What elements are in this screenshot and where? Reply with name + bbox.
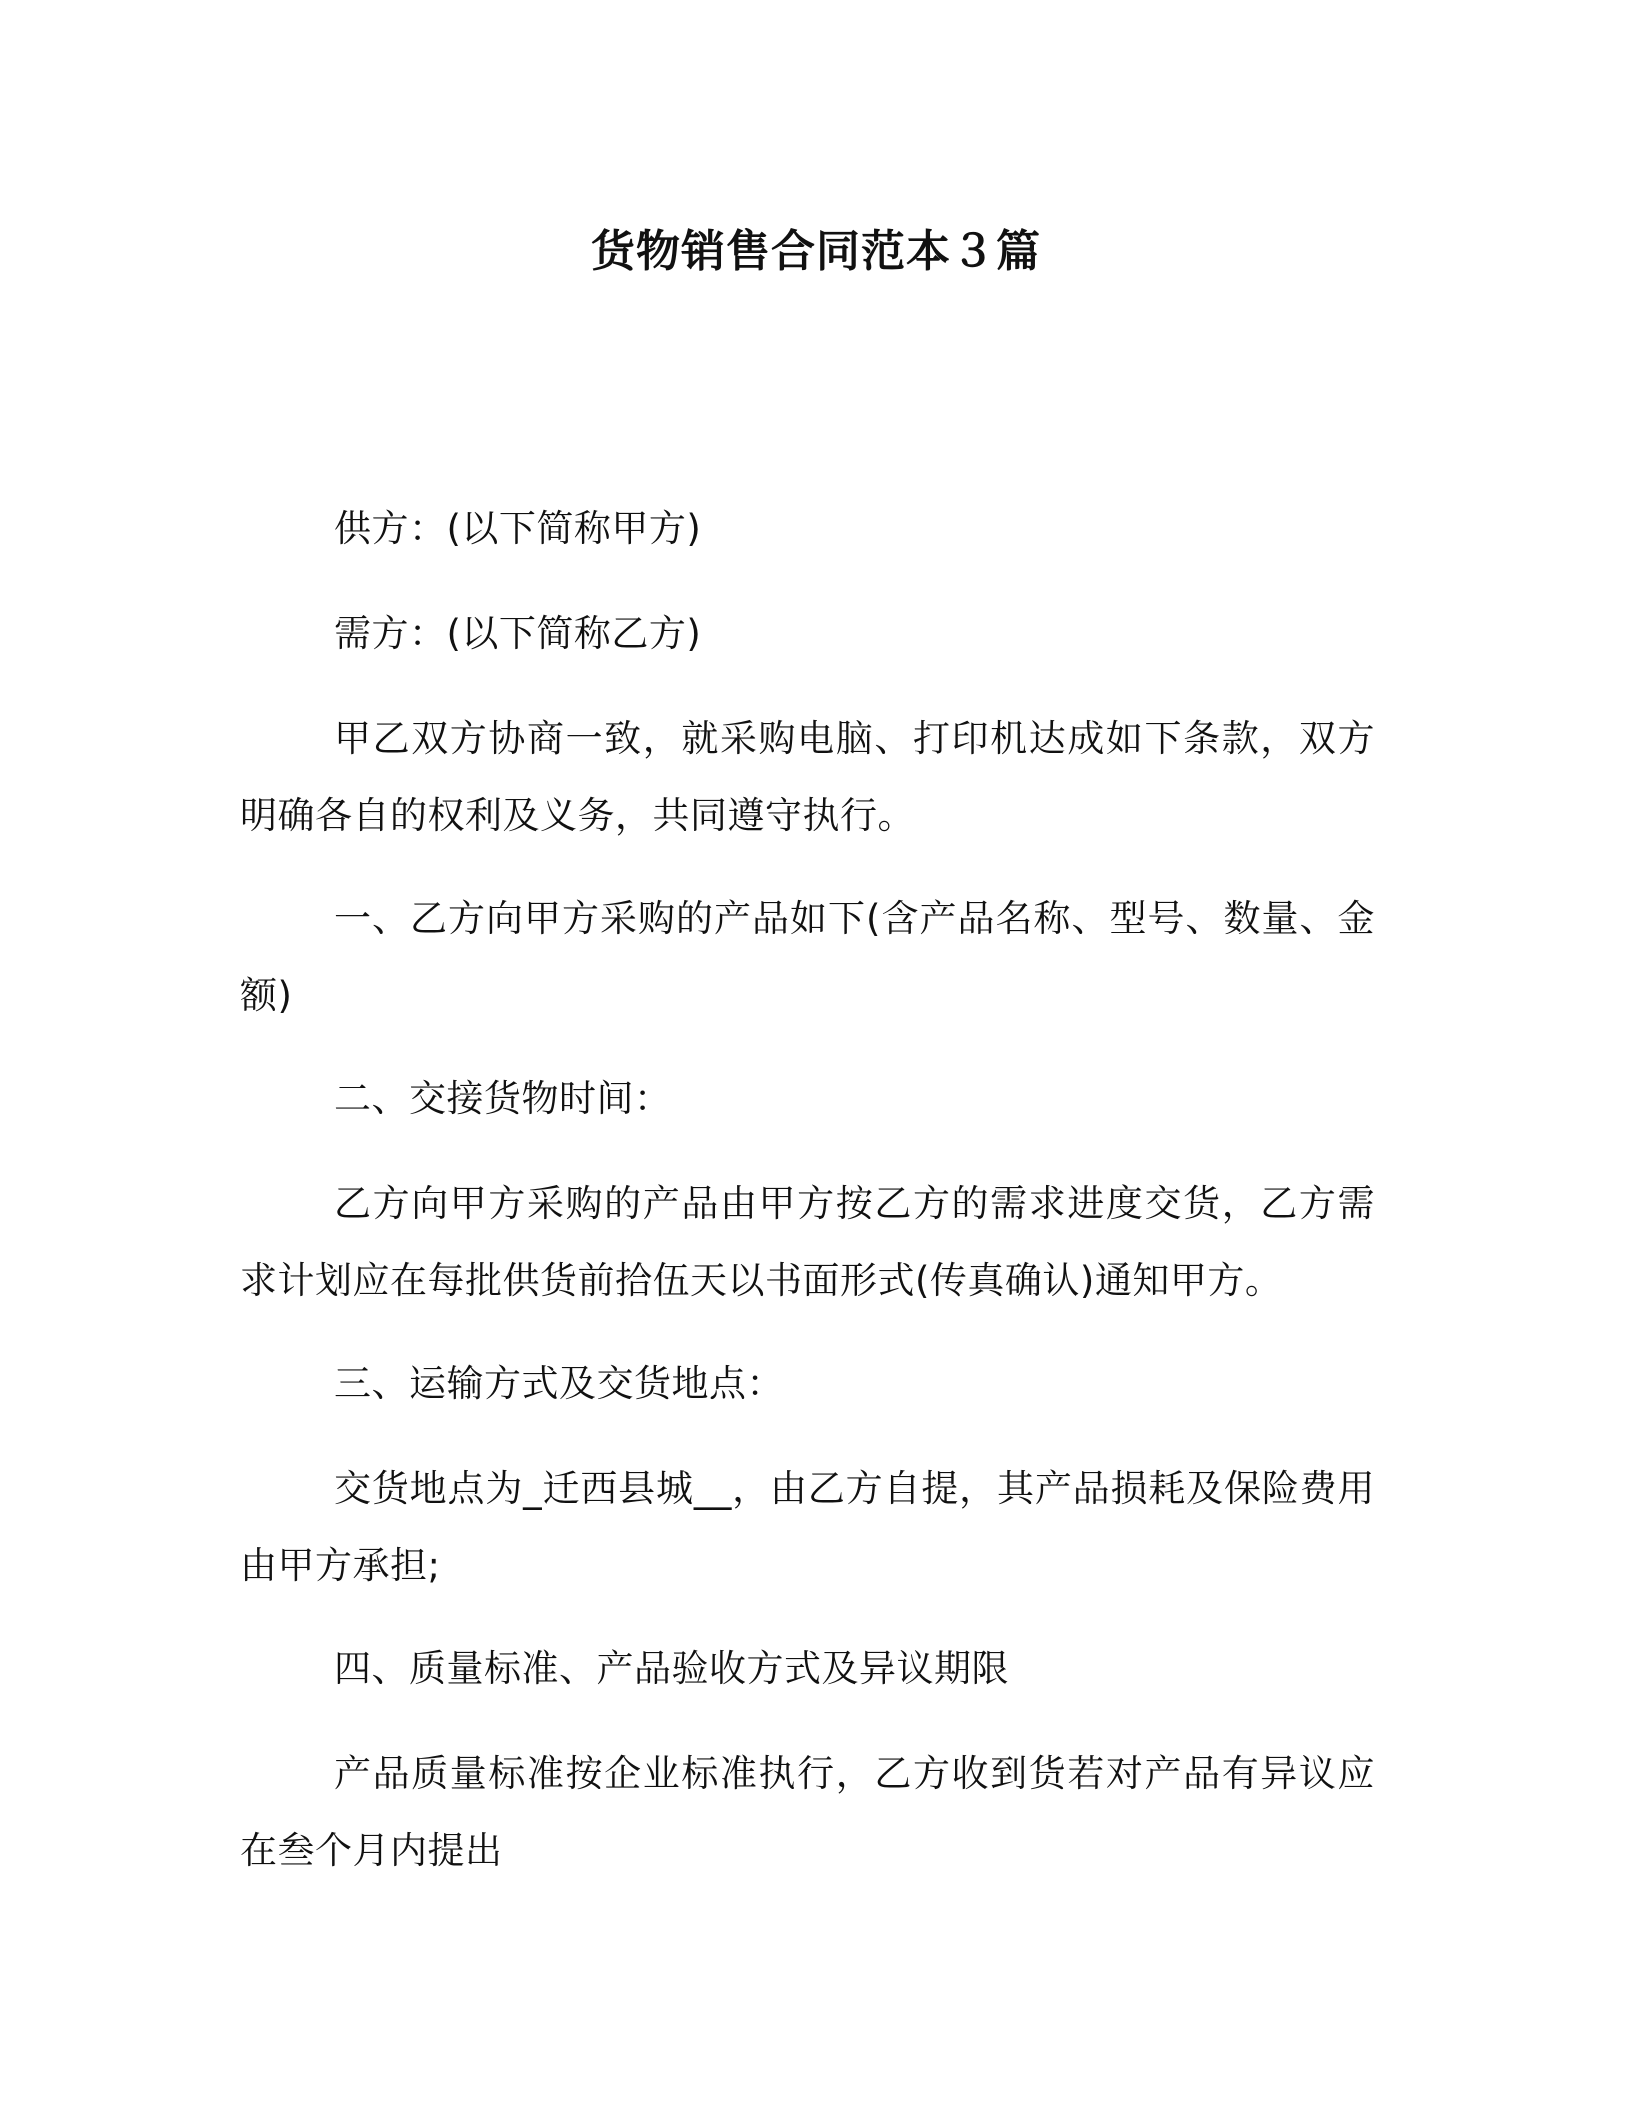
clause-1-heading: 一、乙方向甲方采购的产品如下(含产品名称、型号、数量、金额) [240, 897, 1375, 1017]
clause-4-heading: 四、质量标准、产品验收方式及异议期限 [334, 1647, 1009, 1690]
supplier-line: 供方：(以下简称甲方) [334, 507, 702, 550]
agreement-paragraph: 甲乙双方协商一致，就采购电脑、打印机达成如下条款，双方明确各自的权利及义务，共同遵守执行。 [240, 717, 1375, 837]
clause-4-paragraph: 产品质量标准按企业标准执行，乙方收到货若对产品有异议应在叁个月内提出 [240, 1752, 1375, 1872]
clause-3-paragraph: 交货地点为_迁西县城__，由乙方自提，其产品损耗及保险费用由甲方承担; [240, 1467, 1375, 1587]
document-title: 货物销售合同范本３篇 [591, 226, 1041, 277]
clause-2-heading: 二、交接货物时间： [334, 1077, 672, 1120]
clause-2-paragraph: 乙方向甲方采购的产品由甲方按乙方的需求进度交货，乙方需求计划应在每批供货前拾伍天以书面形式(传真确认)通知甲方。 [240, 1182, 1375, 1302]
buyer-line: 需方：(以下简称乙方) [334, 612, 702, 655]
clause-3-heading: 三、运输方式及交货地点： [334, 1362, 784, 1405]
document-body [240, 490, 1375, 1915]
